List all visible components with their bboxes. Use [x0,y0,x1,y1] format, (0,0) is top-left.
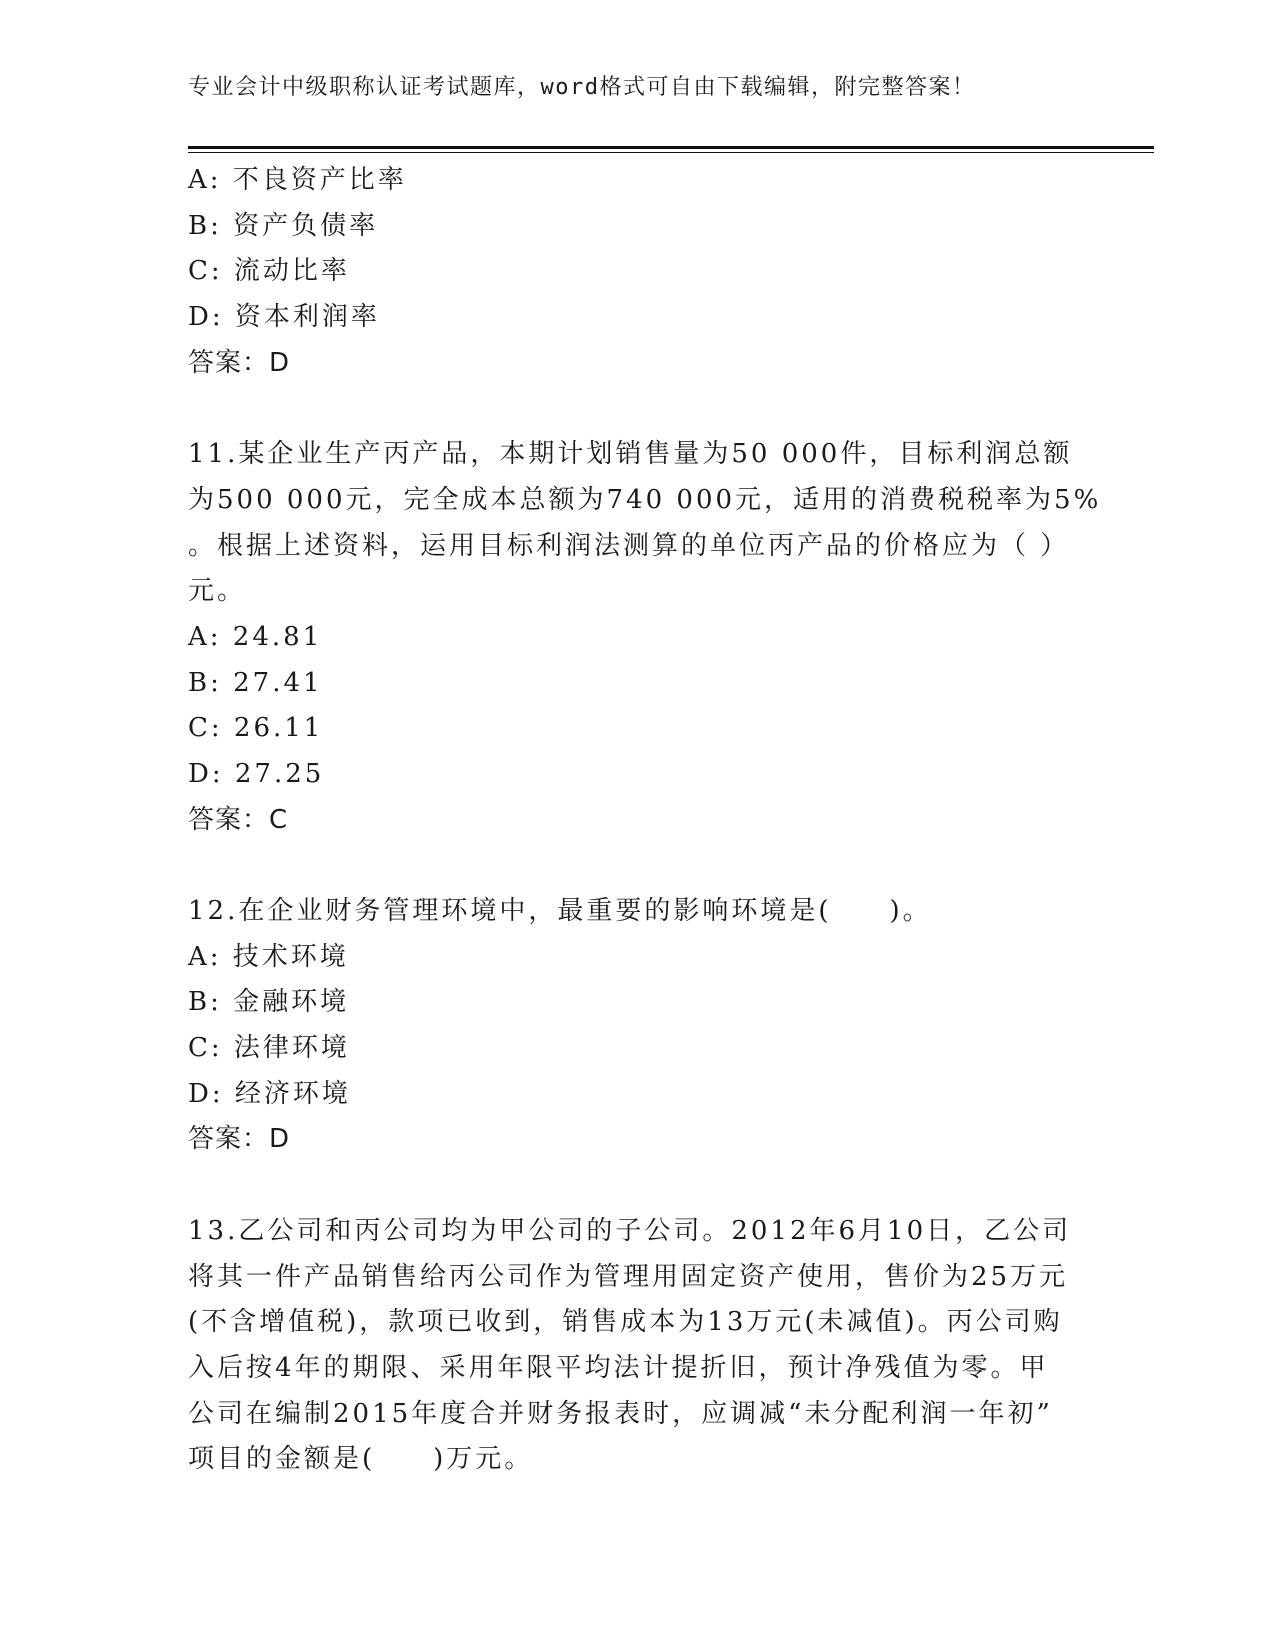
q11-stem-line-1: 11.某企业生产丙产品，本期计划销售量为50 000件，目标利润总额 [188,439,1073,470]
q11-option-d: D: 27.25 [188,758,325,789]
q10-option-a: A: 不良资产比率 [188,165,407,195]
q12-answer: 答案：D [188,1124,291,1155]
q10-answer: 答案：D [188,347,291,378]
q11-option-b: B: 27.41 [188,667,323,698]
q13-stem-line-4: 入后按4年的期限、采用年限平均法计提折旧，预计净残值为零。甲 [188,1352,1049,1383]
spacer [188,386,1088,432]
q13-stem-line-1: 13.乙公司和丙公司均为甲公司的子公司。2012年6月10日，乙公司 [188,1215,1072,1246]
q12-option-a: A: 技术环境 [188,941,349,972]
question-13 [188,1209,1088,1483]
spacer [188,1163,1088,1209]
question-11 [188,432,1102,843]
q13-stem-line-2: 将其一件产品销售给丙公司作为管理用固定资产使用，售价为25万元 [188,1261,1069,1292]
header-rule-thick [188,146,1154,149]
header-rule-thin [188,152,1154,153]
q11-stem-line-2: 为500 000元，完全成本总额为740 000元，适用的消费税税率为5% [188,484,1102,515]
q12-option-b: B: 金融环境 [188,987,350,1018]
document-body [188,158,1102,1483]
q13-stem-line-3: (不含增值税)，款项已收到，销售成本为13万元(未减值)。丙公司购 [188,1307,1063,1338]
q11-stem-line-4: 元。 [188,576,247,607]
q13-stem-line-6: 项目的金额是( )万元。 [188,1444,534,1475]
q12-option-d: D: 经济环境 [188,1078,351,1109]
q12-stem-line-1: 12.在企业财务管理环境中，最重要的影响环境是( )。 [188,896,932,926]
question-12 [188,889,1088,1163]
q10-option-b: B: 资产负债率 [188,210,379,241]
spacer [188,843,1088,889]
q11-option-a: A: 24.81 [188,621,323,652]
question-10 [188,158,1088,386]
q11-option-c: C: 26.11 [188,713,324,744]
q12-option-c: C: 法律环境 [188,1033,350,1064]
q10-option-c: C: 流动比率 [188,256,350,287]
q11-stem-line-3: 。根据上述资料，运用目标利润法测算的单位丙产品的价格应为（ ） [188,530,1070,561]
q10-option-d: D: 资本利润率 [188,302,380,333]
q11-answer: 答案：C [188,804,289,835]
q13-stem-line-5: 公司在编制2015年度合并财务报表时，应调减“未分配利润一年初” [188,1398,1053,1429]
page-header: 专业会计中级职称认证考试题库，word格式可自由下载编辑，附完整答案！ [188,75,976,100]
